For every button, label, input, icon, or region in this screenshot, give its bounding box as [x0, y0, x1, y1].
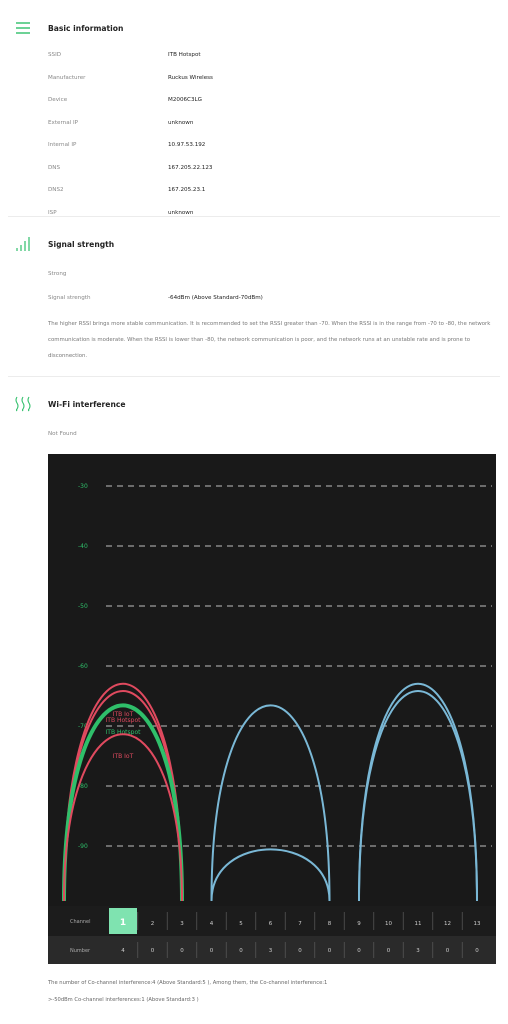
y-tick-label: -50	[78, 603, 88, 610]
network-label: ITB Hotspot	[105, 717, 141, 724]
network-arc	[212, 705, 330, 901]
co-channel-summary: The number of Co-channel interference:4 (Above Standard:5 ), Among them, the Co-channel interference:1	[48, 980, 328, 986]
channel-count-label: 0	[357, 948, 361, 954]
channel-tick-label: 10	[385, 921, 392, 927]
interference-waves-icon	[14, 396, 32, 412]
network-arc	[212, 849, 330, 901]
channel-count-label: 0	[209, 948, 214, 954]
basic-info-value: Ruckus Wireless	[168, 74, 213, 81]
signal-bars-icon	[14, 236, 32, 252]
channel-tick-label: 7	[298, 921, 302, 927]
network-arc	[359, 684, 477, 901]
divider	[8, 376, 500, 377]
channel-count-label: 3	[416, 948, 420, 954]
signal-quality: Strong	[48, 271, 67, 277]
channel-row-label: Channel	[70, 919, 91, 925]
channel-tick-label: 11	[414, 921, 422, 927]
divider	[8, 216, 500, 217]
basic-info-value: M2006C3LG	[168, 97, 202, 103]
channel-count-label: 3	[268, 948, 273, 954]
basic-info-label: External IP	[48, 119, 79, 126]
channel-count-label: 0	[386, 948, 391, 954]
y-tick-label: -80	[78, 783, 88, 790]
basic-info-value: 167.205.22.123	[168, 164, 213, 171]
channel-tick-label: 8	[327, 921, 332, 927]
basic-info-title: Basic information	[48, 24, 124, 33]
channel-tick-label: 3	[180, 921, 184, 927]
basic-info-label: Device	[48, 97, 68, 103]
network-label: ITB IoT	[112, 711, 134, 718]
signal-description: The higher RSSI brings more stable communication. It is recommended to set the RSSI greater than -70. When the RSSI is in the range from -70 to -80, the network communication is moderate. When the RSSI is lower than -80, the network communication is poor, and the network runs at an unstable rate and is prone to disconnection.	[48, 321, 491, 359]
basic-info-label: Internal IP	[48, 142, 77, 148]
channel-interference-chart	[48, 454, 496, 964]
channel-tick-label: 2	[150, 921, 155, 927]
basic-info-value: 10.97.53.192	[168, 142, 206, 148]
channel-count-label: 0	[150, 948, 155, 954]
channel-count-label: 0	[298, 948, 302, 954]
signal-strength-value: -64dBm (Above Standard-70dBm)	[168, 295, 263, 301]
y-tick-label: -70	[78, 723, 88, 730]
y-tick-label: -90	[78, 843, 88, 850]
channel-count-label: 0	[180, 948, 184, 954]
network-label: ITB IoT	[112, 753, 134, 760]
menu-icon	[14, 20, 32, 36]
y-tick-label: -40	[78, 543, 88, 550]
signal-strength-label: Signal strength	[48, 295, 91, 301]
channel-tick-label: 1	[119, 918, 127, 928]
channel-tick-label: 6	[268, 921, 273, 927]
channel-count-label: 0	[239, 948, 243, 954]
network-arc	[359, 691, 477, 901]
channel-tick-label: 9	[357, 921, 361, 927]
network-label: ITB Hotspot	[105, 729, 141, 736]
basic-info-label: DNS2	[48, 187, 64, 193]
channel-tick-label: 4	[209, 921, 214, 927]
co-channel-strong-summary: >-50dBm Co-channel interferences:1 (Above Standard:3 )	[48, 997, 199, 1003]
basic-info-label: DNS	[48, 164, 61, 171]
interference-title: Wi-Fi interference	[48, 400, 126, 409]
signal-strength-title: Signal strength	[48, 240, 115, 249]
basic-info-value: unknown	[168, 209, 194, 216]
channel-count-label: 0	[445, 948, 450, 954]
basic-info-label: SSID	[48, 52, 62, 58]
count-row-label: Number	[70, 948, 91, 954]
y-tick-label: -30	[78, 483, 88, 490]
channel-count-label: 0	[475, 948, 479, 954]
interference-status: Not Found	[48, 431, 77, 437]
basic-info-value: 167.205.23.1	[168, 187, 206, 193]
basic-info-value: unknown	[168, 119, 194, 126]
basic-info-label: ISP	[48, 209, 57, 216]
channel-tick-label: 12	[444, 921, 451, 927]
channel-tick-label: 13	[473, 921, 481, 927]
channel-count-label: 4	[121, 948, 125, 954]
basic-info-value: ITB Hotspot	[168, 52, 201, 58]
channel-tick-label: 5	[239, 921, 243, 927]
channel-count-label: 0	[327, 948, 332, 954]
basic-info-label: Manufacturer	[48, 74, 86, 81]
y-tick-label: -60	[78, 663, 88, 670]
